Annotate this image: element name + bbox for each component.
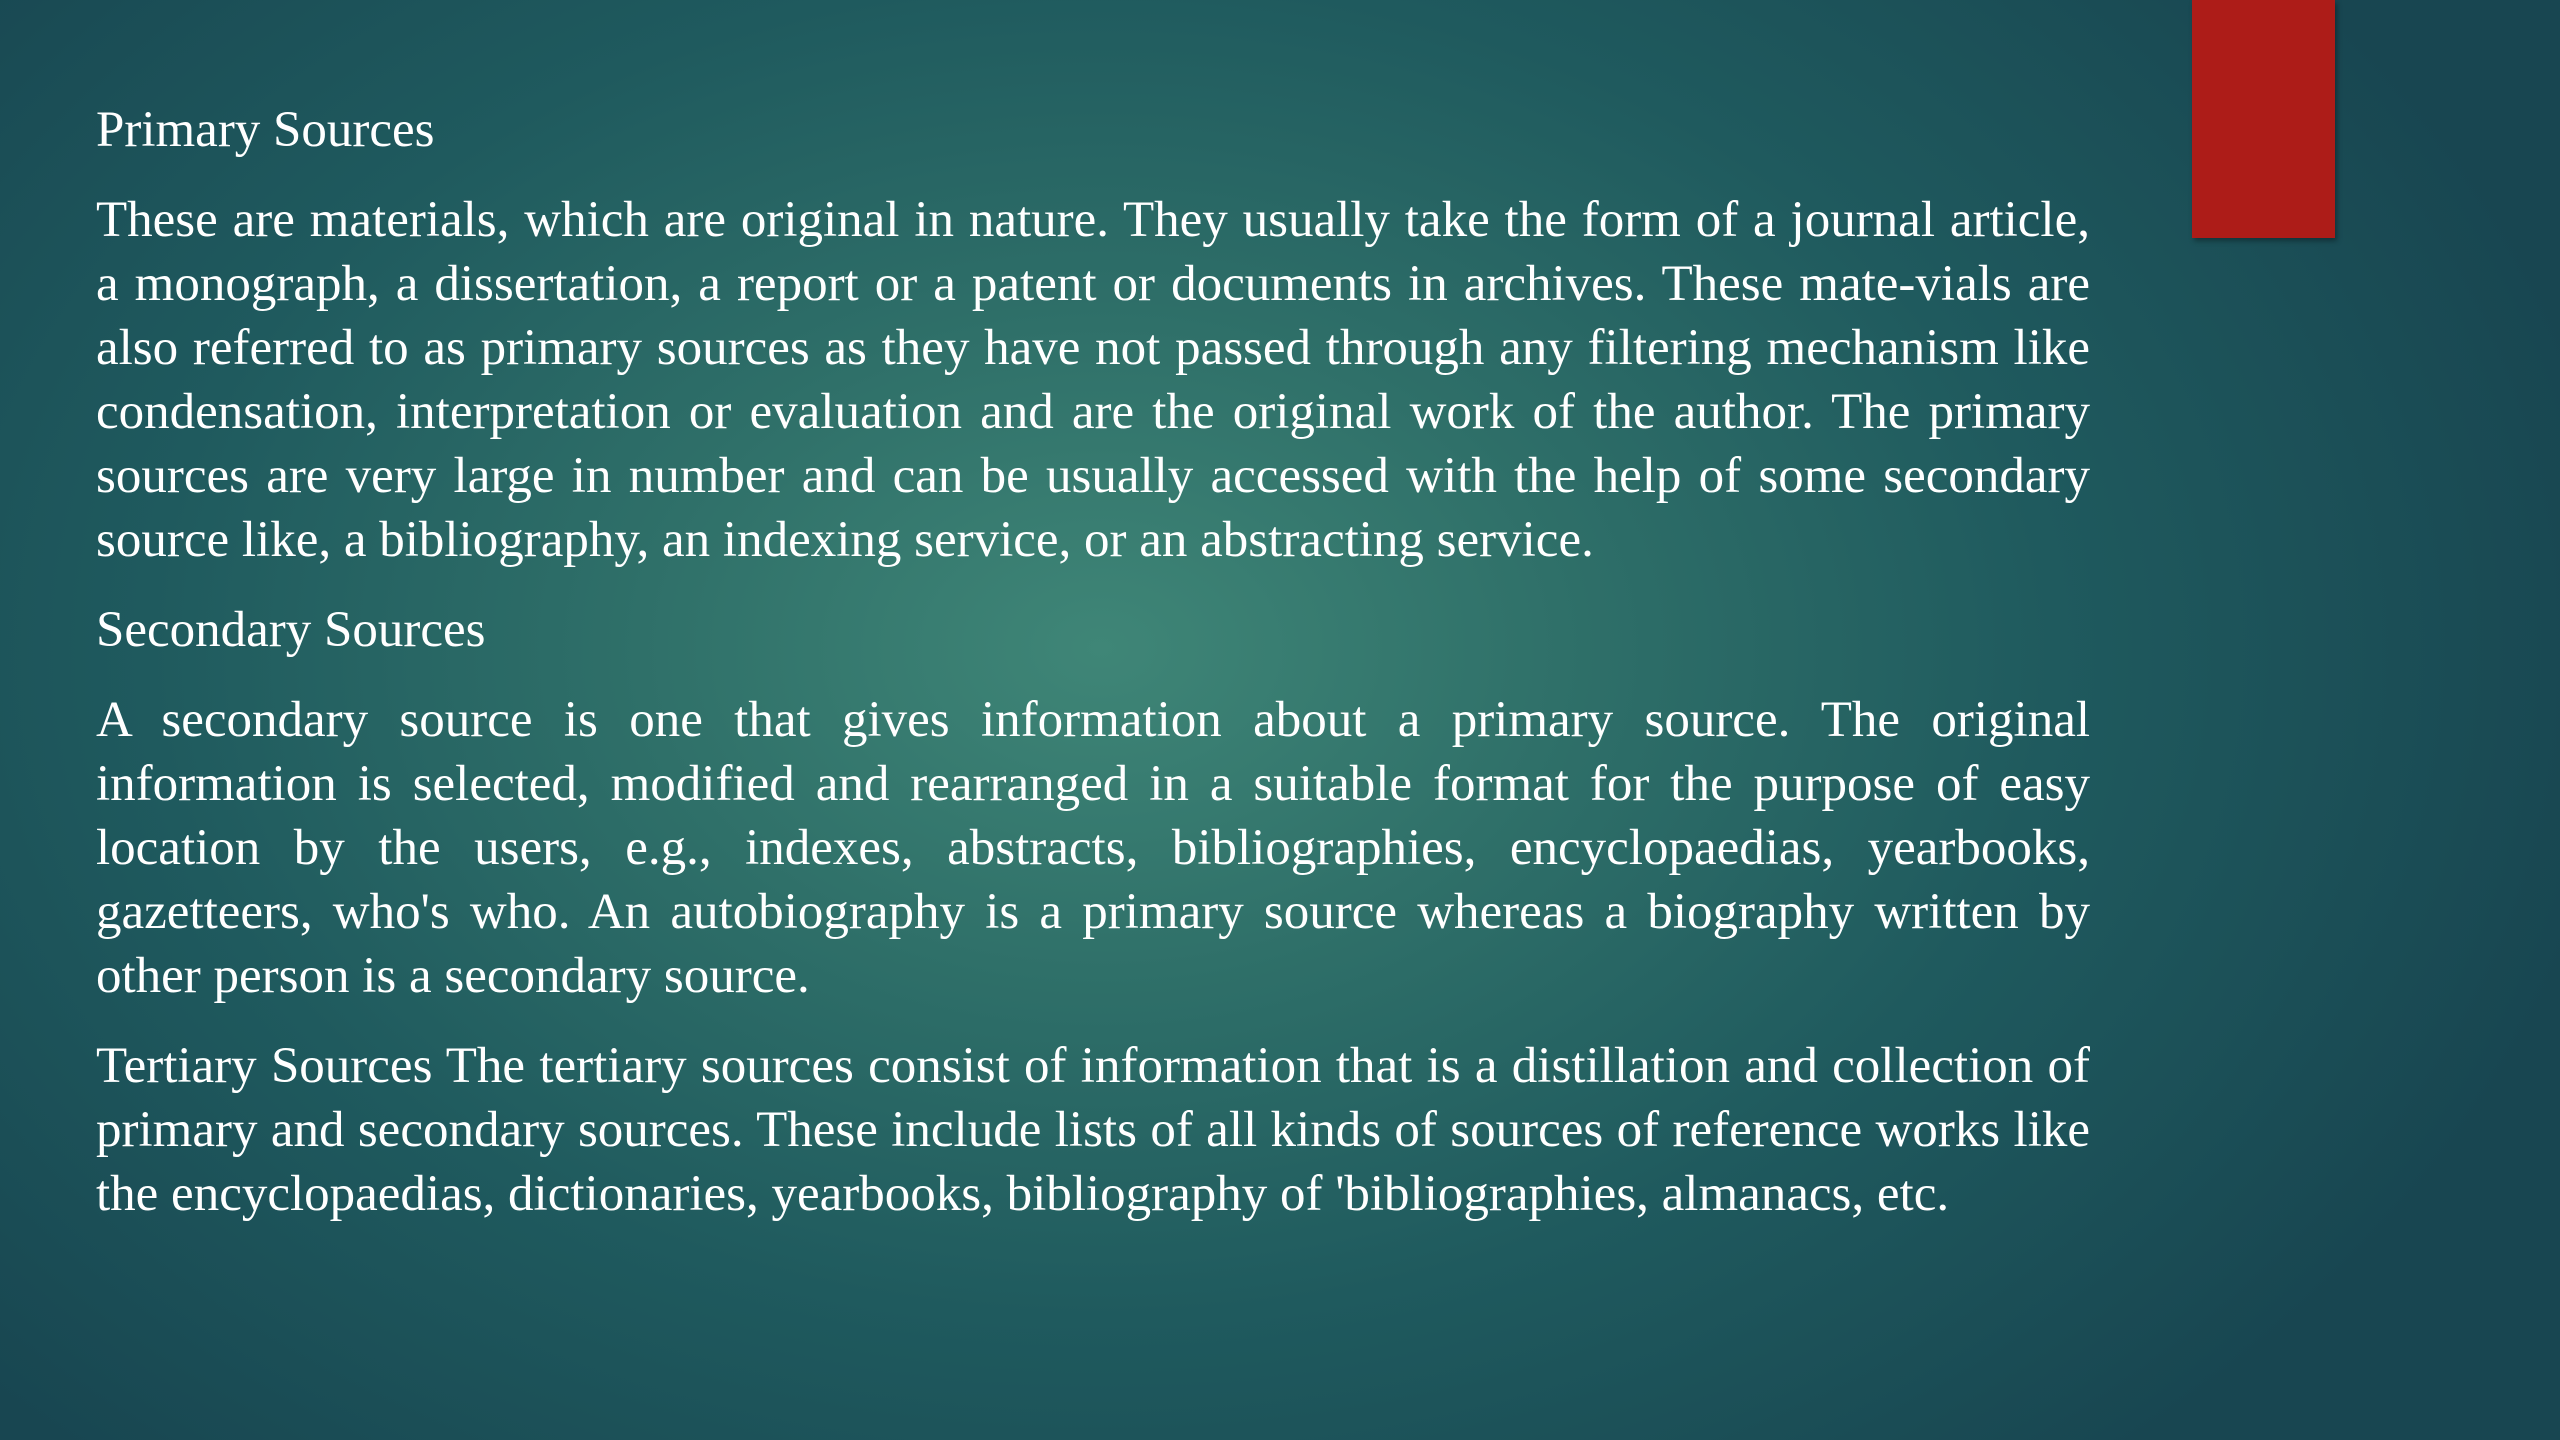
secondary-sources-heading: Secondary Sources [96,602,486,658]
slide-content [96,98,2090,1252]
accent-bar [2192,0,2335,238]
tertiary-sources-paragraph: Tertiary Sources The tertiary sources consist of information that is a distillation and collection of primary and secondary sources. These include lists of all kinds of sources of reference works like the encyclopaedias, dictionaries, yearbooks, bibliography of 'bibliographies, almanacs, etc. [96,1038,2090,1222]
primary-sources-heading: Primary Sources [96,102,435,158]
primary-sources-paragraph: These are materials, which are original in nature. They usually take the form of a journal article, a monograph, a dissertation, a report or a patent or documents in archives. These mate-vials are also referred to as primary sources as they have not passed through any filtering mechanism like condensation, interpretation or evaluation and are the original work of the author. The primary sources are very large in number and can be usually accessed with the help of some secondary source like, a bibliography, an indexing service, or an abstracting service. [96,192,2090,568]
secondary-sources-paragraph: A secondary source is one that gives information about a primary source. The original information is selected, modified and rearranged in a suitable format for the purpose of easy location by the users, e.g., indexes, abstracts, bibliographies, encyclopaedias, yearbooks, gazetteers, who's who. An autobiography is a primary source whereas a biography written by other person is a secondary source. [96,692,2090,1004]
